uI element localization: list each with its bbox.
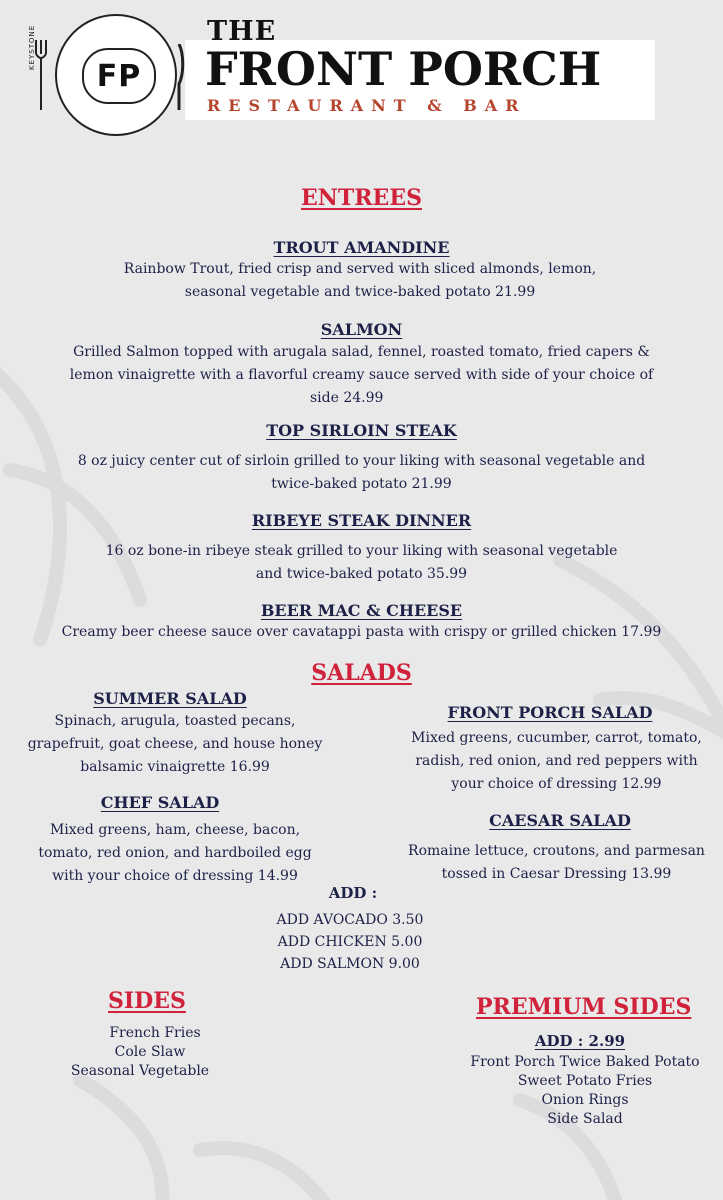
salad-caesar-desc: Romaine lettuce, croutons, and parmesan tossed in Caesar Dressing 13.99: [408, 843, 705, 882]
salad-caesar-title: CAESAR SALAD: [489, 811, 631, 830]
entree-trout-desc: Rainbow Trout, fried crisp and served with sliced almonds, lemon, seasonal vegetable and twice-baked potato 21.99: [123, 261, 597, 300]
salad-front-porch-desc: Mixed greens, cucumber, carrot, tomato, radish, red onion, and red peppers with your choice of dressing 12.99: [411, 730, 702, 792]
add-salmon: ADD SALMON 9.00: [280, 956, 420, 972]
premium-side-item: Side Salad: [547, 1111, 623, 1127]
brand-the: THE: [207, 16, 277, 47]
salad-chef-title: CHEF SALAD: [100, 793, 220, 812]
premium-sides-title: PREMIUM SIDES: [476, 994, 692, 1020]
entree-salmon-desc: Grilled Salmon topped with arugala salad, fennel, roasted tomato, fried capers & lemon vinaigrette with a flavorful creamy sauce served with side of your choice of side 24.99: [69, 344, 654, 406]
brand-subtitle: RESTAURANT & BAR: [207, 96, 527, 115]
salad-front-porch-title: FRONT PORCH SALAD: [447, 703, 653, 722]
premium-side-item: Sweet Potato Fries: [517, 1073, 653, 1089]
sides-list: [40, 1024, 270, 1081]
salad-summer-desc: Spinach, arugula, toasted pecans, grapefruit, goat cheese, and house honey balsamic vinaigrette 16.99: [27, 713, 323, 775]
premium-sides-add-label: ADD : 2.99: [534, 1032, 626, 1050]
salad-summer-title: SUMMER SALAD: [93, 689, 247, 708]
premium-side-item: Front Porch Twice Baked Potato: [470, 1054, 700, 1070]
brand-name: FRONT PORCH: [205, 42, 602, 96]
side-item: Cole Slaw: [114, 1044, 186, 1060]
knife-icon: [173, 44, 185, 110]
side-item: Seasonal Vegetable: [70, 1063, 210, 1079]
entree-ribeye-desc: 16 oz bone-in ribeye steak grilled to your liking with seasonal vegetable and twice-baked potato 35.99: [105, 543, 618, 582]
entree-sirloin-desc: 8 oz juicy center cut of sirloin grilled to your liking with seasonal vegetable and twice-baked potato 21.99: [77, 453, 646, 492]
premium-side-item: Onion Rings: [541, 1092, 629, 1108]
entree-ribeye-title: RIBEYE STEAK DINNER: [251, 511, 472, 530]
entree-mac-title: BEER MAC & CHEESE: [260, 601, 463, 620]
entree-trout-title: TROUT AMANDINE: [273, 238, 450, 257]
salad-add-list: [200, 909, 500, 975]
salads-title: SALADS: [311, 660, 412, 686]
premium-sides-list: [440, 1053, 723, 1129]
add-chicken: ADD CHICKEN 5.00: [277, 934, 423, 950]
sides-title: SIDES: [108, 988, 186, 1014]
fork-icon: [34, 40, 48, 110]
salad-chef-desc: Mixed greens, ham, cheese, bacon, tomato, red onion, and hardboiled egg with your choice of dressing 14.99: [38, 822, 312, 884]
side-item: French Fries: [109, 1025, 201, 1041]
salad-add-title: ADD :: [328, 884, 378, 902]
entrees-title: ENTREES: [301, 185, 422, 211]
entree-mac-desc: Creamy beer cheese sauce over cavatappi pasta with crispy or grilled chicken 17.99: [61, 624, 662, 640]
logo-keystone-text: KEYSTONE: [28, 24, 36, 70]
entree-sirloin-title: TOP SIRLOIN STEAK: [266, 421, 457, 440]
logo-monogram: FP: [82, 48, 156, 104]
entree-salmon-title: SALMON: [320, 320, 403, 339]
add-avocado: ADD AVOCADO 3.50: [276, 912, 424, 928]
